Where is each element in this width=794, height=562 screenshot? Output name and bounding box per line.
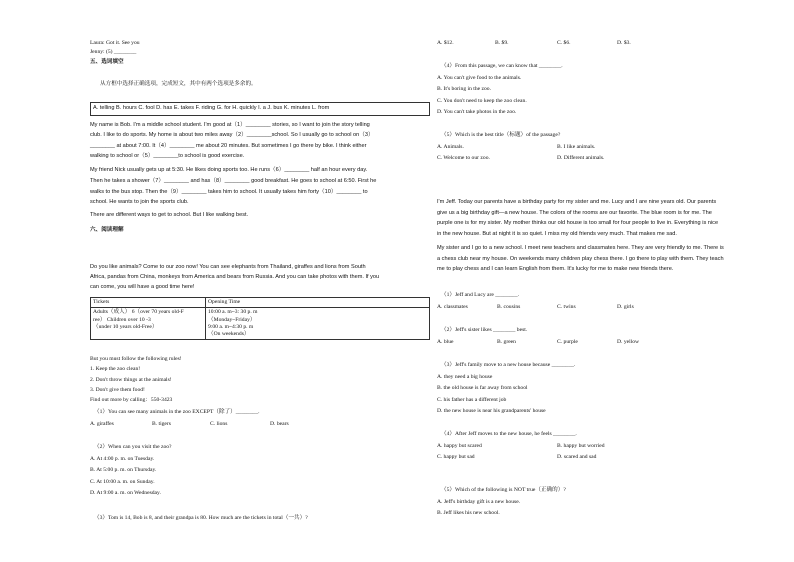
answer-option: C. lions: [210, 421, 228, 427]
section-title: 五、选词填空: [90, 59, 124, 65]
answer-option: A. You can't give food to the animals.: [437, 75, 522, 81]
answer-option: C. Welcome to our zoo.: [437, 155, 490, 161]
answer-option: C. You don't need to keep the zoo clean.: [437, 98, 527, 104]
cloze-line: school. He wants to join the sports club.: [90, 199, 189, 205]
passage-line: Africa, pandas from China, monkeys from America and bears from Russia. And you can take photos with them. If you: [90, 274, 380, 280]
table-cell-times: 10:00 a. m~3: 30 p. m （Monday~Friday） 9:00 a. m~4:30 p. m （On weekends）: [206, 308, 430, 340]
answer-option: A. $12.: [437, 40, 454, 46]
cloze-line: ________ at about 7:00. It（4）________ me about 20 minutes. But sometimes I go there by bike. I think either: [90, 143, 367, 149]
rules-line: 2. Don't throw things at the animals!: [90, 377, 172, 383]
question-stem: （3）Jeff's family move to a new house because ________.: [441, 362, 576, 368]
answer-option: D. Different animals.: [557, 155, 605, 161]
question-stem: （4）After Jeff moves to the new house, he feels ________.: [441, 431, 577, 437]
answer-option: C. purple: [557, 339, 578, 345]
cloze-line: My friend Nick usually gets up at 5:30. He likes doing sports too. He runs（6）________ half an hour every day.: [90, 167, 368, 173]
answer-option: B. Jeff likes his new school.: [437, 510, 500, 516]
answer-option: B. tigers: [152, 421, 171, 427]
answer-option: C. At 10:00 a. m. on Sunday.: [90, 479, 155, 485]
answer-option: B. $9.: [495, 40, 509, 46]
answer-option: A. blue: [437, 339, 454, 345]
answer-option: C. his father has a different job: [437, 397, 507, 403]
passage-line: purple one is for my sister. My mother thinks our old house is too small for four people to live in. Everything is nice: [437, 220, 719, 226]
question-stem: （1）You can see many animals in the zoo EXCEPT（除了）________.: [94, 409, 260, 415]
answer-option: B. It's boring in the zoo.: [437, 86, 491, 92]
section-title: 六、阅读理解: [90, 227, 124, 233]
answer-option: A. they need a big house: [437, 374, 493, 380]
answer-option: B. cousins: [497, 304, 521, 310]
cloze-line: My name is Bob. I'm a middle school student. I'm good at（1）________ stories, so I want to join the story telling: [90, 122, 370, 128]
word-bank-text: A. telling B. hours C. fool D. has E. takes F. riding G. for H. quickly I. a J. bus K. minutes L. from: [93, 105, 330, 111]
passage-line: I'm Jeff. Today our parents have a birthday party for my sister and me. Lucy and I are nine years old. Our parents: [437, 199, 717, 205]
answer-option: B. the old house is far away from school: [437, 385, 528, 391]
dialogue-line: Jenny: (5) ________: [90, 49, 137, 55]
rules-line: But you must follow the following rules!: [90, 356, 182, 362]
answer-option: D. You can't take photos in the zoo.: [437, 109, 517, 115]
answer-option: D. girls: [617, 304, 634, 310]
answer-option: C. $6.: [557, 40, 571, 46]
answer-option: A. classmates: [437, 304, 468, 310]
answer-option: A. happy but scared: [437, 443, 482, 449]
rules-line: 1. Keep the zoo clean!: [90, 366, 141, 372]
passage-line: My sister and I go to a new school. I meet new teachers and classmates here. They are very friendly to me. There is: [437, 245, 724, 251]
answer-option: B. green: [497, 339, 516, 345]
question-stem: （2）When can you visit the zoo?: [94, 444, 172, 450]
answer-option: A. giraffes: [90, 421, 114, 427]
question-stem: （2）Jeff's sister likes ________ best.: [441, 327, 528, 333]
passage-line: in the new house. But at night it is so quiet. I miss my old friends very much. That makes me sad.: [437, 231, 677, 237]
passage-line: can come, you will have a good time here!: [90, 284, 195, 290]
answer-option: D. $3.: [617, 40, 631, 46]
answer-option: A. Jeff's birthday gift is a new house.: [437, 499, 521, 505]
passage-line: give us a big birthday gift—a new house. The colors of the rooms are our favorite. The blue room is for me. The: [437, 210, 712, 216]
rules-line: Find out more by calling：550-3423: [90, 397, 173, 403]
table-header: Opening Time: [206, 298, 430, 308]
answer-option: D. At 9:00 a. m. on Wednesday.: [90, 490, 161, 496]
word-bank-box: [90, 102, 430, 116]
question-stem: （5）Which of the following is NOT true（正确的）?: [441, 487, 566, 493]
answer-option: C. twins: [557, 304, 576, 310]
cloze-line: walking to school or（5）________to school is good exercise.: [90, 153, 245, 159]
cloze-line: walks to the bus stop. Then the（9）________ takes him to school. It usually takes him forty（10）________ to: [90, 189, 368, 195]
cloze-line: There are different ways to get to school. But I like walking best.: [90, 212, 249, 218]
passage-line: a chess club near my house. On weekends many children play chess there. I go there to play with them. They teach: [437, 256, 724, 262]
section-instruction: 从方框中选择正确选项，完成短文，其中有两个选项是多余的。: [100, 81, 257, 87]
question-stem: （1）Jeff and Lucy are ________.: [441, 292, 520, 298]
answer-option: A. Animals.: [437, 144, 464, 150]
answer-option: B. I like animals.: [557, 144, 596, 150]
table-header: Tickets: [91, 298, 206, 308]
answer-option: C. happy but sad: [437, 454, 475, 460]
table-cell-tickets: Adults（成人） 6（over 70 years old-F ree） Children over 10 -3 （under 10 years old-Free）: [91, 308, 206, 340]
cloze-line: Then he takes a shower（7）________ and has（8）________ good breakfast. He goes to school at 6:50. First he: [90, 178, 377, 184]
answer-option: B. At 5:00 p. m. on Thursday.: [90, 467, 157, 473]
question-stem: （3）Tom is 14, Bob is 8, and their grandpa is 80. How much are the tickets in total（一共）?: [94, 515, 308, 521]
question-stem: （5）Which is the best title（标题）of the passage?: [441, 132, 561, 138]
cloze-line: club. I like to do sports. My home is about two miles away（2）________school. So I usually go to school on（3）: [90, 132, 374, 138]
answer-option: D. yellow: [617, 339, 640, 345]
answer-option: D. scared and sad: [557, 454, 597, 460]
ticket-table: [90, 297, 430, 340]
answer-option: D. the new house is near his grandparents' house: [437, 408, 546, 414]
dialogue-line: Laura: Got it. See you: [90, 40, 140, 46]
answer-option: A. At 4:00 p. m. on Tuesday.: [90, 456, 155, 462]
answer-option: D. bears: [270, 421, 289, 427]
question-stem: （4）From this passage, we can know that ________.: [441, 63, 563, 69]
passage-line: me to play chess and I can learn English from them. It's lucky for me to make new friends there.: [437, 266, 674, 272]
answer-option: B. happy but worried: [557, 443, 605, 449]
rules-line: 3. Don't give them food!: [90, 387, 145, 393]
passage-line: Do you like animals? Come to our zoo now! You can see elephants from Thailand, giraffes and lions from South: [90, 264, 366, 270]
